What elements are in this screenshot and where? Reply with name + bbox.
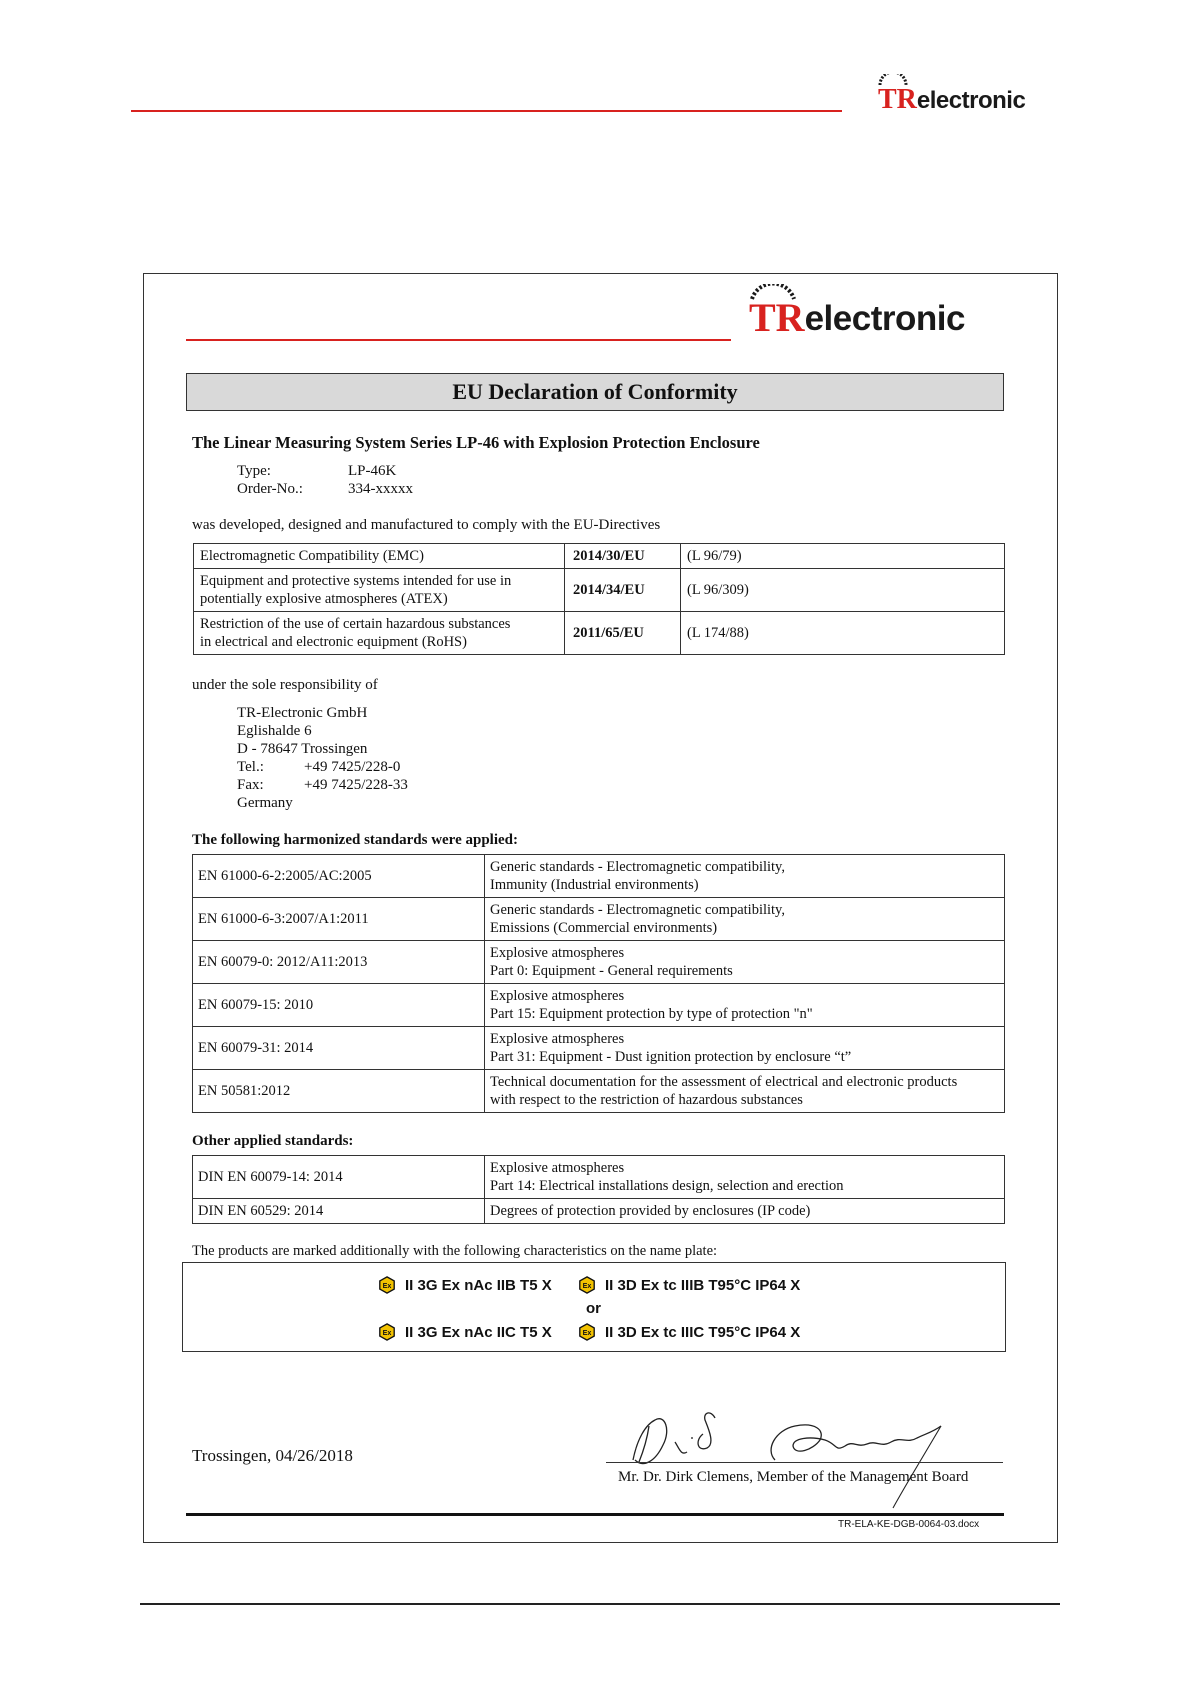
marking-text: II 3G Ex nAc IIC T5 X bbox=[405, 1323, 552, 1341]
directive-ref: (L 96/79) bbox=[681, 544, 1005, 569]
directive-code: 2014/34/EU bbox=[565, 569, 681, 612]
place-date: Trossingen, 04/26/2018 bbox=[192, 1446, 353, 1465]
table-row bbox=[193, 855, 1005, 898]
address-country: Germany bbox=[237, 795, 293, 811]
table-row bbox=[194, 612, 1005, 655]
document-title: EU Declaration of Conformity bbox=[186, 373, 1004, 411]
table-row bbox=[194, 569, 1005, 612]
standard-desc: Explosive atmospheres Part 15: Equipment protection by type of protection "n" bbox=[485, 984, 1005, 1027]
standard-desc: Explosive atmospheres Part 31: Equipment - Dust ignition protection by enclosure “t” bbox=[485, 1027, 1005, 1070]
marking-1 bbox=[378, 1276, 552, 1294]
address-city: D - 78647 Trossingen bbox=[237, 741, 368, 757]
type-value: LP-46K bbox=[348, 463, 397, 479]
table-row bbox=[193, 898, 1005, 941]
harmonized-heading: The following harmonized standards were applied: bbox=[192, 832, 518, 848]
type-label: Type: bbox=[237, 463, 271, 479]
page-logo bbox=[878, 78, 1025, 114]
marking-text: II 3G Ex nAc IIB T5 X bbox=[405, 1276, 552, 1294]
directive-code: 2014/30/EU bbox=[565, 544, 681, 569]
standard-code: EN 61000-6-2:2005/AC:2005 bbox=[193, 855, 485, 898]
directive-ref: (L 174/88) bbox=[681, 612, 1005, 655]
address-company: TR-Electronic GmbH bbox=[237, 705, 368, 721]
standard-desc: Explosive atmospheres Part 14: Electrical installations design, selection and erection bbox=[485, 1156, 1005, 1199]
standard-code: EN 60079-0: 2012/A11:2013 bbox=[193, 941, 485, 984]
other-heading: Other applied standards: bbox=[192, 1133, 354, 1149]
standard-desc: Generic standards - Electromagnetic compatibility, Immunity (Industrial environments) bbox=[485, 855, 1005, 898]
directive-desc: Equipment and protective systems intended for use in potentially explosive atmospheres (ATEX) bbox=[194, 569, 565, 612]
signature-line bbox=[606, 1462, 1003, 1463]
standard-desc: Explosive atmospheres Part 0: Equipment - General requirements bbox=[485, 941, 1005, 984]
svg-text:Ex: Ex bbox=[582, 1328, 592, 1338]
standard-code: EN 60079-31: 2014 bbox=[193, 1027, 485, 1070]
standard-code: EN 61000-6-3:2007/A1:2011 bbox=[193, 898, 485, 941]
table-row bbox=[193, 1156, 1005, 1199]
directive-code: 2011/65/EU bbox=[565, 612, 681, 655]
ex-hexagon-icon bbox=[378, 1323, 396, 1341]
marking-3 bbox=[378, 1323, 552, 1341]
table-row bbox=[193, 1199, 1005, 1224]
marking-text: II 3D Ex tc IIIB T95°C IP64 X bbox=[605, 1276, 801, 1294]
marking-intro: The products are marked additionally with the following characteristics on the name plate: bbox=[192, 1243, 718, 1259]
order-label: Order-No.: bbox=[237, 481, 303, 497]
standard-desc: Generic standards - Electromagnetic compatibility, Emissions (Commercial environments) bbox=[485, 898, 1005, 941]
table-row bbox=[193, 984, 1005, 1027]
marking-4 bbox=[578, 1323, 800, 1341]
marking-2 bbox=[578, 1276, 800, 1294]
standard-code: DIN EN 60529: 2014 bbox=[193, 1199, 485, 1224]
table-row bbox=[193, 941, 1005, 984]
table-row bbox=[193, 1070, 1005, 1113]
header-red-line bbox=[131, 110, 842, 112]
standard-desc: Degrees of protection provided by enclosures (IP code) bbox=[485, 1199, 1005, 1224]
directive-desc: Electromagnetic Compatibility (EMC) bbox=[194, 544, 565, 569]
address-tel: +49 7425/228-0 bbox=[304, 759, 401, 775]
page-footer-line bbox=[140, 1603, 1060, 1605]
address-fax: +49 7425/228-33 bbox=[304, 777, 408, 793]
responsibility-text: under the sole responsibility of bbox=[192, 677, 378, 693]
standard-code: DIN EN 60079-14: 2014 bbox=[193, 1156, 485, 1199]
directive-desc: Restriction of the use of certain hazardous substances in electrical and electronic equipment (RoHS) bbox=[194, 612, 565, 655]
standard-desc: Technical documentation for the assessment of electrical and electronic products with respect to the restriction of hazardous substances bbox=[485, 1070, 1005, 1113]
ex-hexagon-icon bbox=[378, 1276, 396, 1294]
ex-hexagon-icon bbox=[578, 1323, 596, 1341]
certificate-red-line bbox=[186, 339, 731, 341]
svg-text:Ex: Ex bbox=[582, 1281, 592, 1291]
table-row bbox=[194, 544, 1005, 569]
file-reference: TR-ELA-KE-DGB-0064-03.docx bbox=[838, 1519, 980, 1530]
address-street: Eglishalde 6 bbox=[237, 723, 312, 739]
address-tel-label: Tel.: bbox=[237, 759, 264, 775]
footer-thick-line bbox=[186, 1513, 1004, 1516]
other-standards-table bbox=[192, 1155, 1005, 1224]
directives-table bbox=[193, 543, 1005, 655]
table-row bbox=[193, 1027, 1005, 1070]
ex-hexagon-icon bbox=[578, 1276, 596, 1294]
svg-text:Ex: Ex bbox=[382, 1281, 392, 1291]
handwritten-signature bbox=[625, 1390, 985, 1510]
signatory: Mr. Dr. Dirk Clemens, Member of the Management Board bbox=[618, 1469, 969, 1485]
svg-text:Ex: Ex bbox=[382, 1328, 392, 1338]
marking-box bbox=[182, 1262, 1006, 1352]
marking-or: or bbox=[586, 1300, 601, 1317]
address-fax-label: Fax: bbox=[237, 777, 264, 793]
harmonized-table bbox=[192, 854, 1005, 1113]
standard-code: EN 60079-15: 2010 bbox=[193, 984, 485, 1027]
comply-text: was developed, designed and manufactured to comply with the EU-Directives bbox=[192, 517, 661, 533]
standard-code: EN 50581:2012 bbox=[193, 1070, 485, 1113]
logo-tr: TR bbox=[878, 84, 917, 115]
certificate-logo-word: electronic bbox=[804, 299, 965, 338]
certificate-logo bbox=[749, 290, 965, 338]
logo-word: electronic bbox=[916, 87, 1026, 114]
marking-text: II 3D Ex tc IIIC T95°C IP64 X bbox=[605, 1323, 801, 1341]
directive-ref: (L 96/309) bbox=[681, 569, 1005, 612]
certificate-logo-tr: TR bbox=[749, 295, 805, 340]
order-value: 334-xxxxx bbox=[348, 481, 413, 497]
product-heading: The Linear Measuring System Series LP-46 with Explosion Protection Enclosure bbox=[192, 433, 760, 452]
